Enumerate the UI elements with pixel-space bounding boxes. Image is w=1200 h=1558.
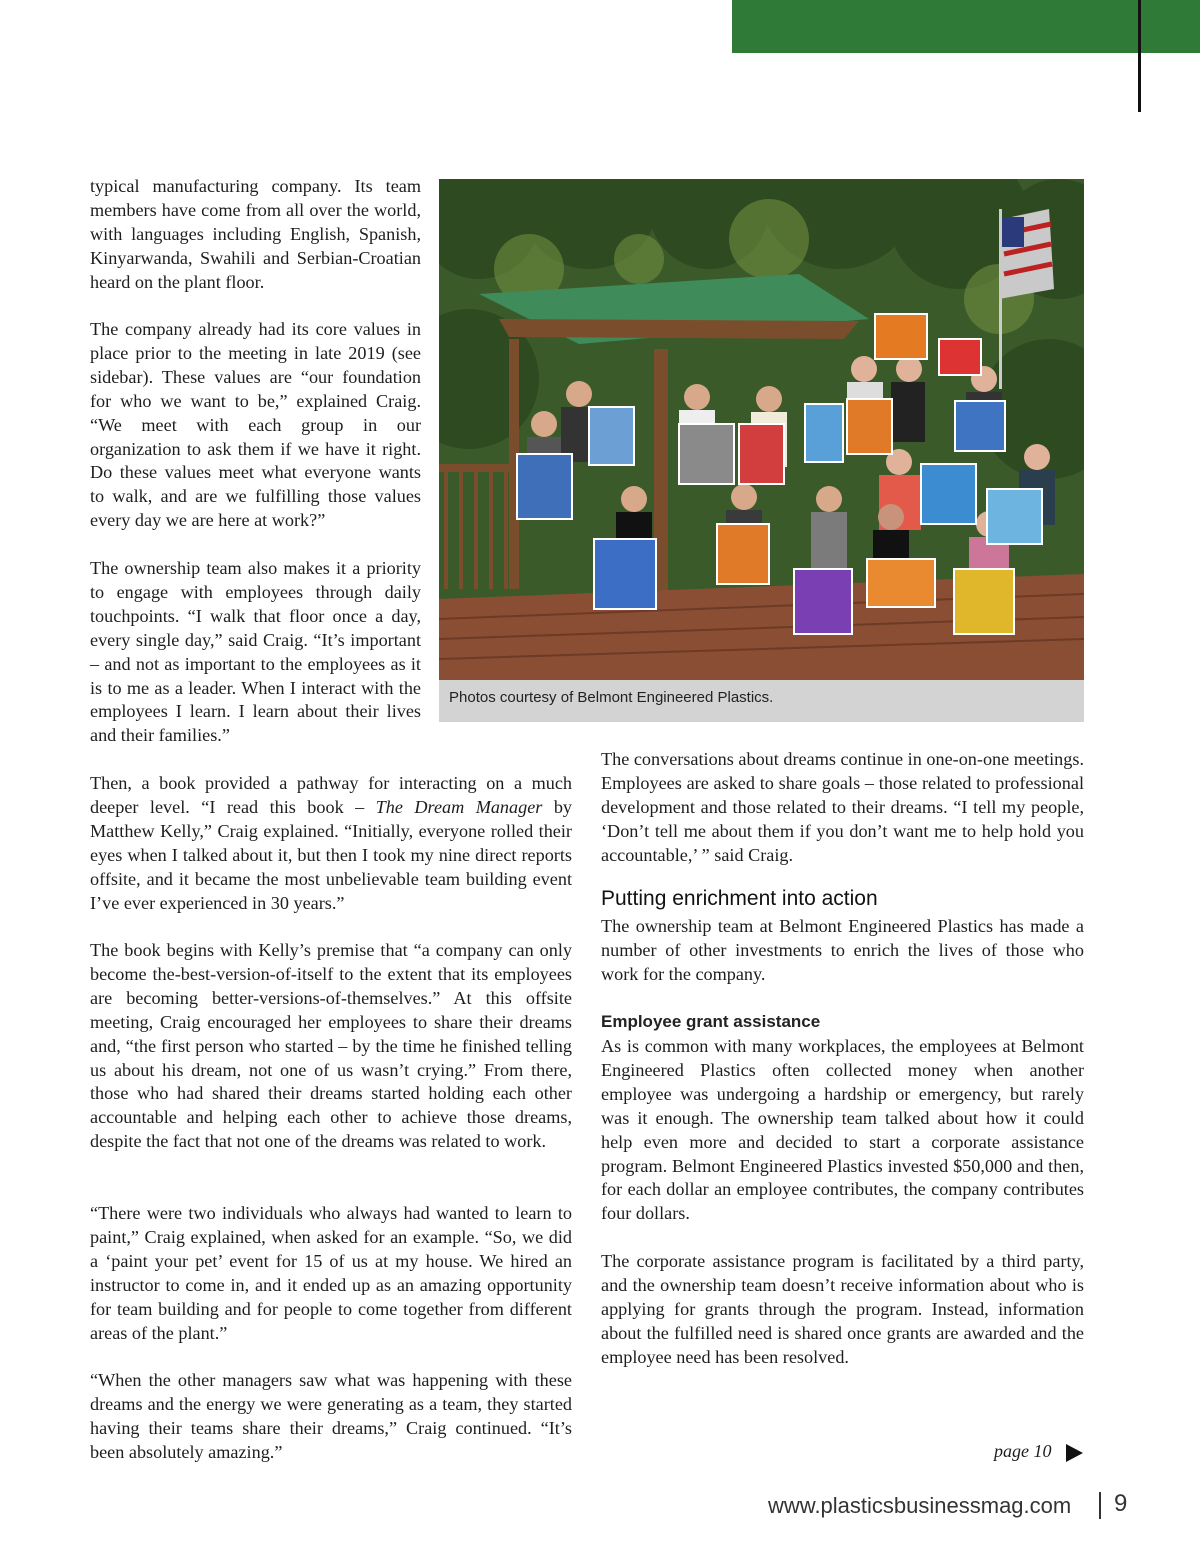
section-heading: Putting enrichment into action <box>601 887 878 910</box>
article-paragraph-5: The book begins with Kelly’s premise that “a company can only become the-best-version-of-itself to the extent that its employees are becoming better-versions-of-themselves.” At this offsite meeting, Craig encouraged her employees to share their dreams and, “the first person who started – by the time he finished telling us about his dream, not one of us wasn’t crying.” From there, those who had shared their dreams started holding each other accountable and helping each other to achieve those dreams, despite the fact that not one of the dreams was related to work. <box>90 940 572 1152</box>
header-divider-line <box>1138 0 1141 112</box>
photo-caption-bar <box>439 680 1084 722</box>
article-paragraph-2: The company already had its core values in place prior to the meeting in late 2019 (see sidebar). These values are “our foundation for who we want to be,” explained Craig. “We meet with each group in our organization to ask them if we have it right. Do these values meet what everyone wants to walk, and are we fulfilling those values every day we are here at work?” <box>90 319 421 531</box>
article-paragraph-4 <box>90 772 572 915</box>
header-accent-bar <box>732 0 1200 53</box>
article-paragraph-9: The ownership team at Belmont Engineered Plastics has made a number of other investments to enrich the lives of those who work for the company. <box>601 916 1084 984</box>
article-paragraph-1: typical manufacturing company. Its team members have come from all over the world, with languages including English, Spanish, Kinyarwanda, Swahili and Serbian-Croatian heard on the plant floor. <box>90 176 421 292</box>
article-paragraph-11: The corporate assistance program is facilitated by a third party, and the ownership team doesn’t receive information about who is applying for grants through the program. Instead, information about the fulfilled need is shared once grants are awarded and the employee need has been resolved. <box>601 1251 1084 1367</box>
section-subheading: Employee grant assistance <box>601 1012 821 1031</box>
footer-website[interactable]: www.plasticsbusinessmag.com <box>768 1493 1072 1518</box>
article-paragraph-6: “There were two individuals who always had wanted to learn to paint,” Craig explained, when asked for an example. “So, we did a ‘paint your pet’ event for 15 of us at my house. We hired an instructor to come in, and it ended up as an amazing opportunity for team building and for people to come together from different areas of the plant.” <box>90 1203 572 1343</box>
article-paragraph-10: As is common with many workplaces, the employees at Belmont Engineered Plastics often collected money when another employee was undergoing a hardship or emergency, but rarely was it enough. The ownership team talked about how it could help even more and decided to start a corporate assistance program. Belmont Engineered Plastics invested $50,000 and then, for each dollar an employee contributes, the company contributes four dollars. <box>601 1036 1084 1224</box>
paragraph-4-text-b: by Matthew Kelly,” Craig explained. “Initially, everyone rolled their eyes when I talked about it, but then I took my nine direct reports offsite, and it became the most unbelievable team building event I’ve ever experienced in 30 years.” <box>90 796 573 913</box>
photo-caption: Photos courtesy of Belmont Engineered Plastics. <box>449 689 774 706</box>
team-paint-your-pet-photo <box>439 179 1084 680</box>
article-paragraph-7: “When the other managers saw what was happening with these dreams and the energy we were generating as a team, they started having their teams share their dreams,” Craig continued. “It’s been absolutely amazing.” <box>90 1370 572 1462</box>
article-paragraph-8: The conversations about dreams continue in one-on-one meetings. Employees are asked to share goals – those related to professional development and those related to their dreams. “I tell my people, ‘Don’t tell me about them if you don’t want me to help hold you accountable,’ ” said Craig. <box>601 749 1084 865</box>
page-number: 9 <box>1114 1490 1128 1517</box>
book-title: The Dream Manager <box>375 796 543 817</box>
paragraph-4-text-a: Then, a book provided a pathway for interacting on a much deeper level. “I read this book – <box>90 773 572 817</box>
footer-separator <box>1099 1492 1101 1519</box>
continued-on-page-link[interactable]: page 10 <box>994 1441 1052 1461</box>
article-paragraph-3: The ownership team also makes it a priority to engage with employees through daily touchpoints. “I walk that floor once a day, every single day,” said Craig. “It’s important – and not as important to the employees as it is to me as a leader. When I interact with the employees I learn. I learn about their lives and their families.” <box>90 558 421 746</box>
continue-arrow-icon[interactable] <box>1066 1444 1083 1462</box>
